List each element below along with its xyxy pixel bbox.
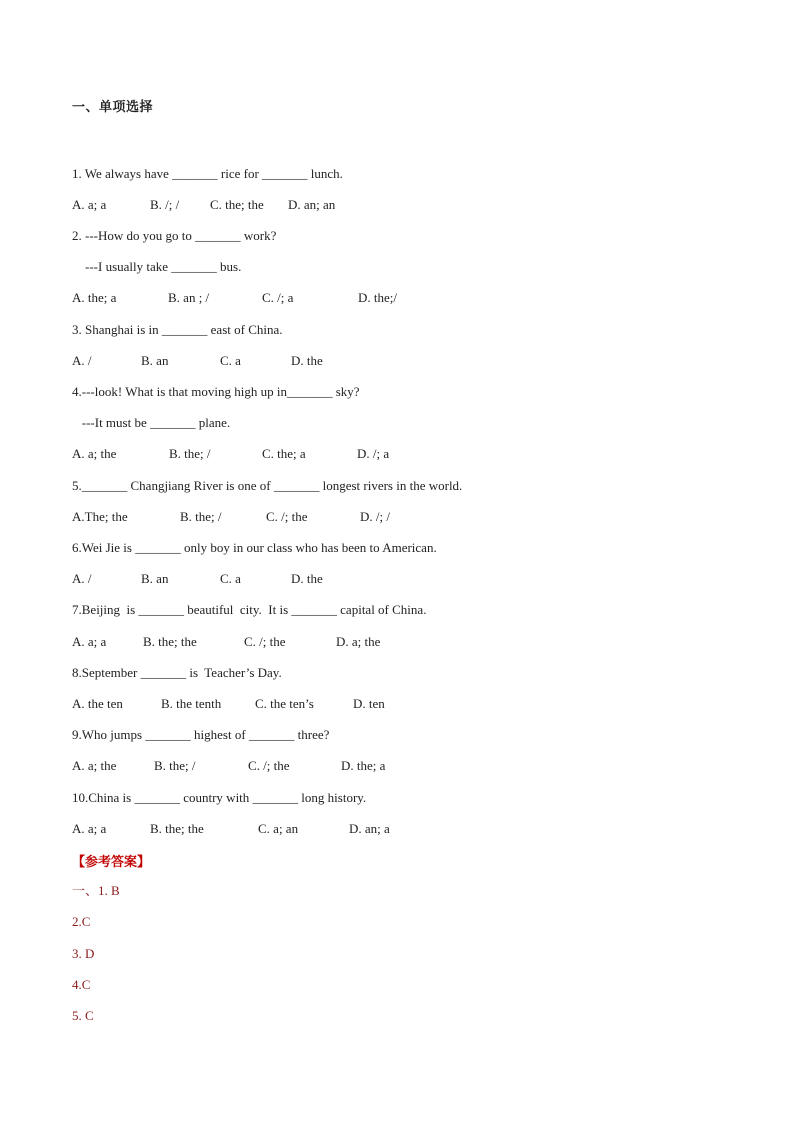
question-4-text-line2: ---It must be _______ plane. (72, 415, 231, 430)
question-2-text: 2. ---How do you go to _______ work? (72, 228, 277, 243)
question-9-options (72, 758, 772, 774)
option-a: A. the; a (72, 290, 117, 305)
option-b: B. an (141, 353, 169, 368)
question-9-text: 9.Who jumps _______ highest of _______ three? (72, 727, 330, 742)
option-d: D. /; a (357, 446, 390, 461)
question-2-text-line2: ---I usually take _______ bus. (72, 259, 242, 274)
question-8-options (72, 696, 772, 712)
option-d: D. the; a (341, 758, 386, 773)
option-b: B. the; the (150, 821, 204, 836)
answer-item: 一、1. B (72, 883, 120, 898)
answer-item: 4.C (72, 977, 91, 992)
option-a: A. a; a (72, 634, 107, 649)
question-6-options (72, 571, 772, 587)
option-b: B. the; / (169, 446, 211, 461)
option-b: B. the; the (143, 634, 197, 649)
option-d: D. the (291, 353, 323, 368)
option-c: C. the ten’s (255, 696, 314, 711)
question-10-text: 10.China is _______ country with _______ long history. (72, 790, 367, 805)
option-c: C. a; an (258, 821, 299, 836)
option-a: A.The; the (72, 509, 128, 524)
question-1-options (72, 197, 772, 213)
option-d: D. the;/ (358, 290, 397, 305)
option-c: C. the; the (210, 197, 264, 212)
option-c: C. /; the (248, 758, 290, 773)
option-a: A. a; the (72, 758, 117, 773)
option-b: B. /; / (150, 197, 180, 212)
option-b: B. the; / (154, 758, 196, 773)
option-b: B. the; / (180, 509, 222, 524)
section-title: 一、单项选择 (72, 100, 154, 115)
question-2-options (72, 290, 772, 306)
option-c: C. a (220, 353, 241, 368)
option-c: C. /; a (262, 290, 294, 305)
question-3-text: 3. Shanghai is in _______ east of China. (72, 322, 283, 337)
question-1-text: 1. We always have _______ rice for _______ lunch. (72, 166, 343, 181)
option-d: D. an; a (349, 821, 390, 836)
question-10-options (72, 821, 772, 837)
option-c: C. /; the (244, 634, 286, 649)
option-b: B. the tenth (161, 696, 222, 711)
option-c: C. /; the (266, 509, 308, 524)
option-a: A. a; a (72, 197, 107, 212)
option-a: A. / (72, 571, 92, 586)
question-3-options (72, 353, 772, 369)
option-d: D. the (291, 571, 323, 586)
question-7-text: 7.Beijing is _______ beautiful city. It is _______ capital of China. (72, 602, 427, 617)
option-d: D. ten (353, 696, 385, 711)
question-7-options (72, 634, 772, 650)
question-5-text: 5._______ Changjiang River is one of _______ longest rivers in the world. (72, 478, 463, 493)
option-a: A. / (72, 353, 92, 368)
option-a: A. a; a (72, 821, 107, 836)
option-b: B. an ; / (168, 290, 210, 305)
option-a: A. a; the (72, 446, 117, 461)
option-c: C. the; a (262, 446, 306, 461)
option-d: D. a; the (336, 634, 381, 649)
question-4-text: 4.---look! What is that moving high up in_______ sky? (72, 384, 360, 399)
question-5-options (72, 509, 772, 525)
option-d: D. /; / (360, 509, 390, 524)
question-4-options (72, 446, 772, 462)
answer-item: 5. C (72, 1008, 94, 1023)
option-d: D. an; an (288, 197, 336, 212)
option-b: B. an (141, 571, 169, 586)
answers-title: 【参考答案】 (72, 855, 151, 870)
answer-item: 3. D (72, 946, 95, 961)
option-a: A. the ten (72, 696, 123, 711)
question-6-text: 6.Wei Jie is _______ only boy in our class who has been to American. (72, 540, 437, 555)
question-8-text: 8.September _______ is Teacher’s Day. (72, 665, 282, 680)
answer-item: 2.C (72, 914, 91, 929)
option-c: C. a (220, 571, 241, 586)
